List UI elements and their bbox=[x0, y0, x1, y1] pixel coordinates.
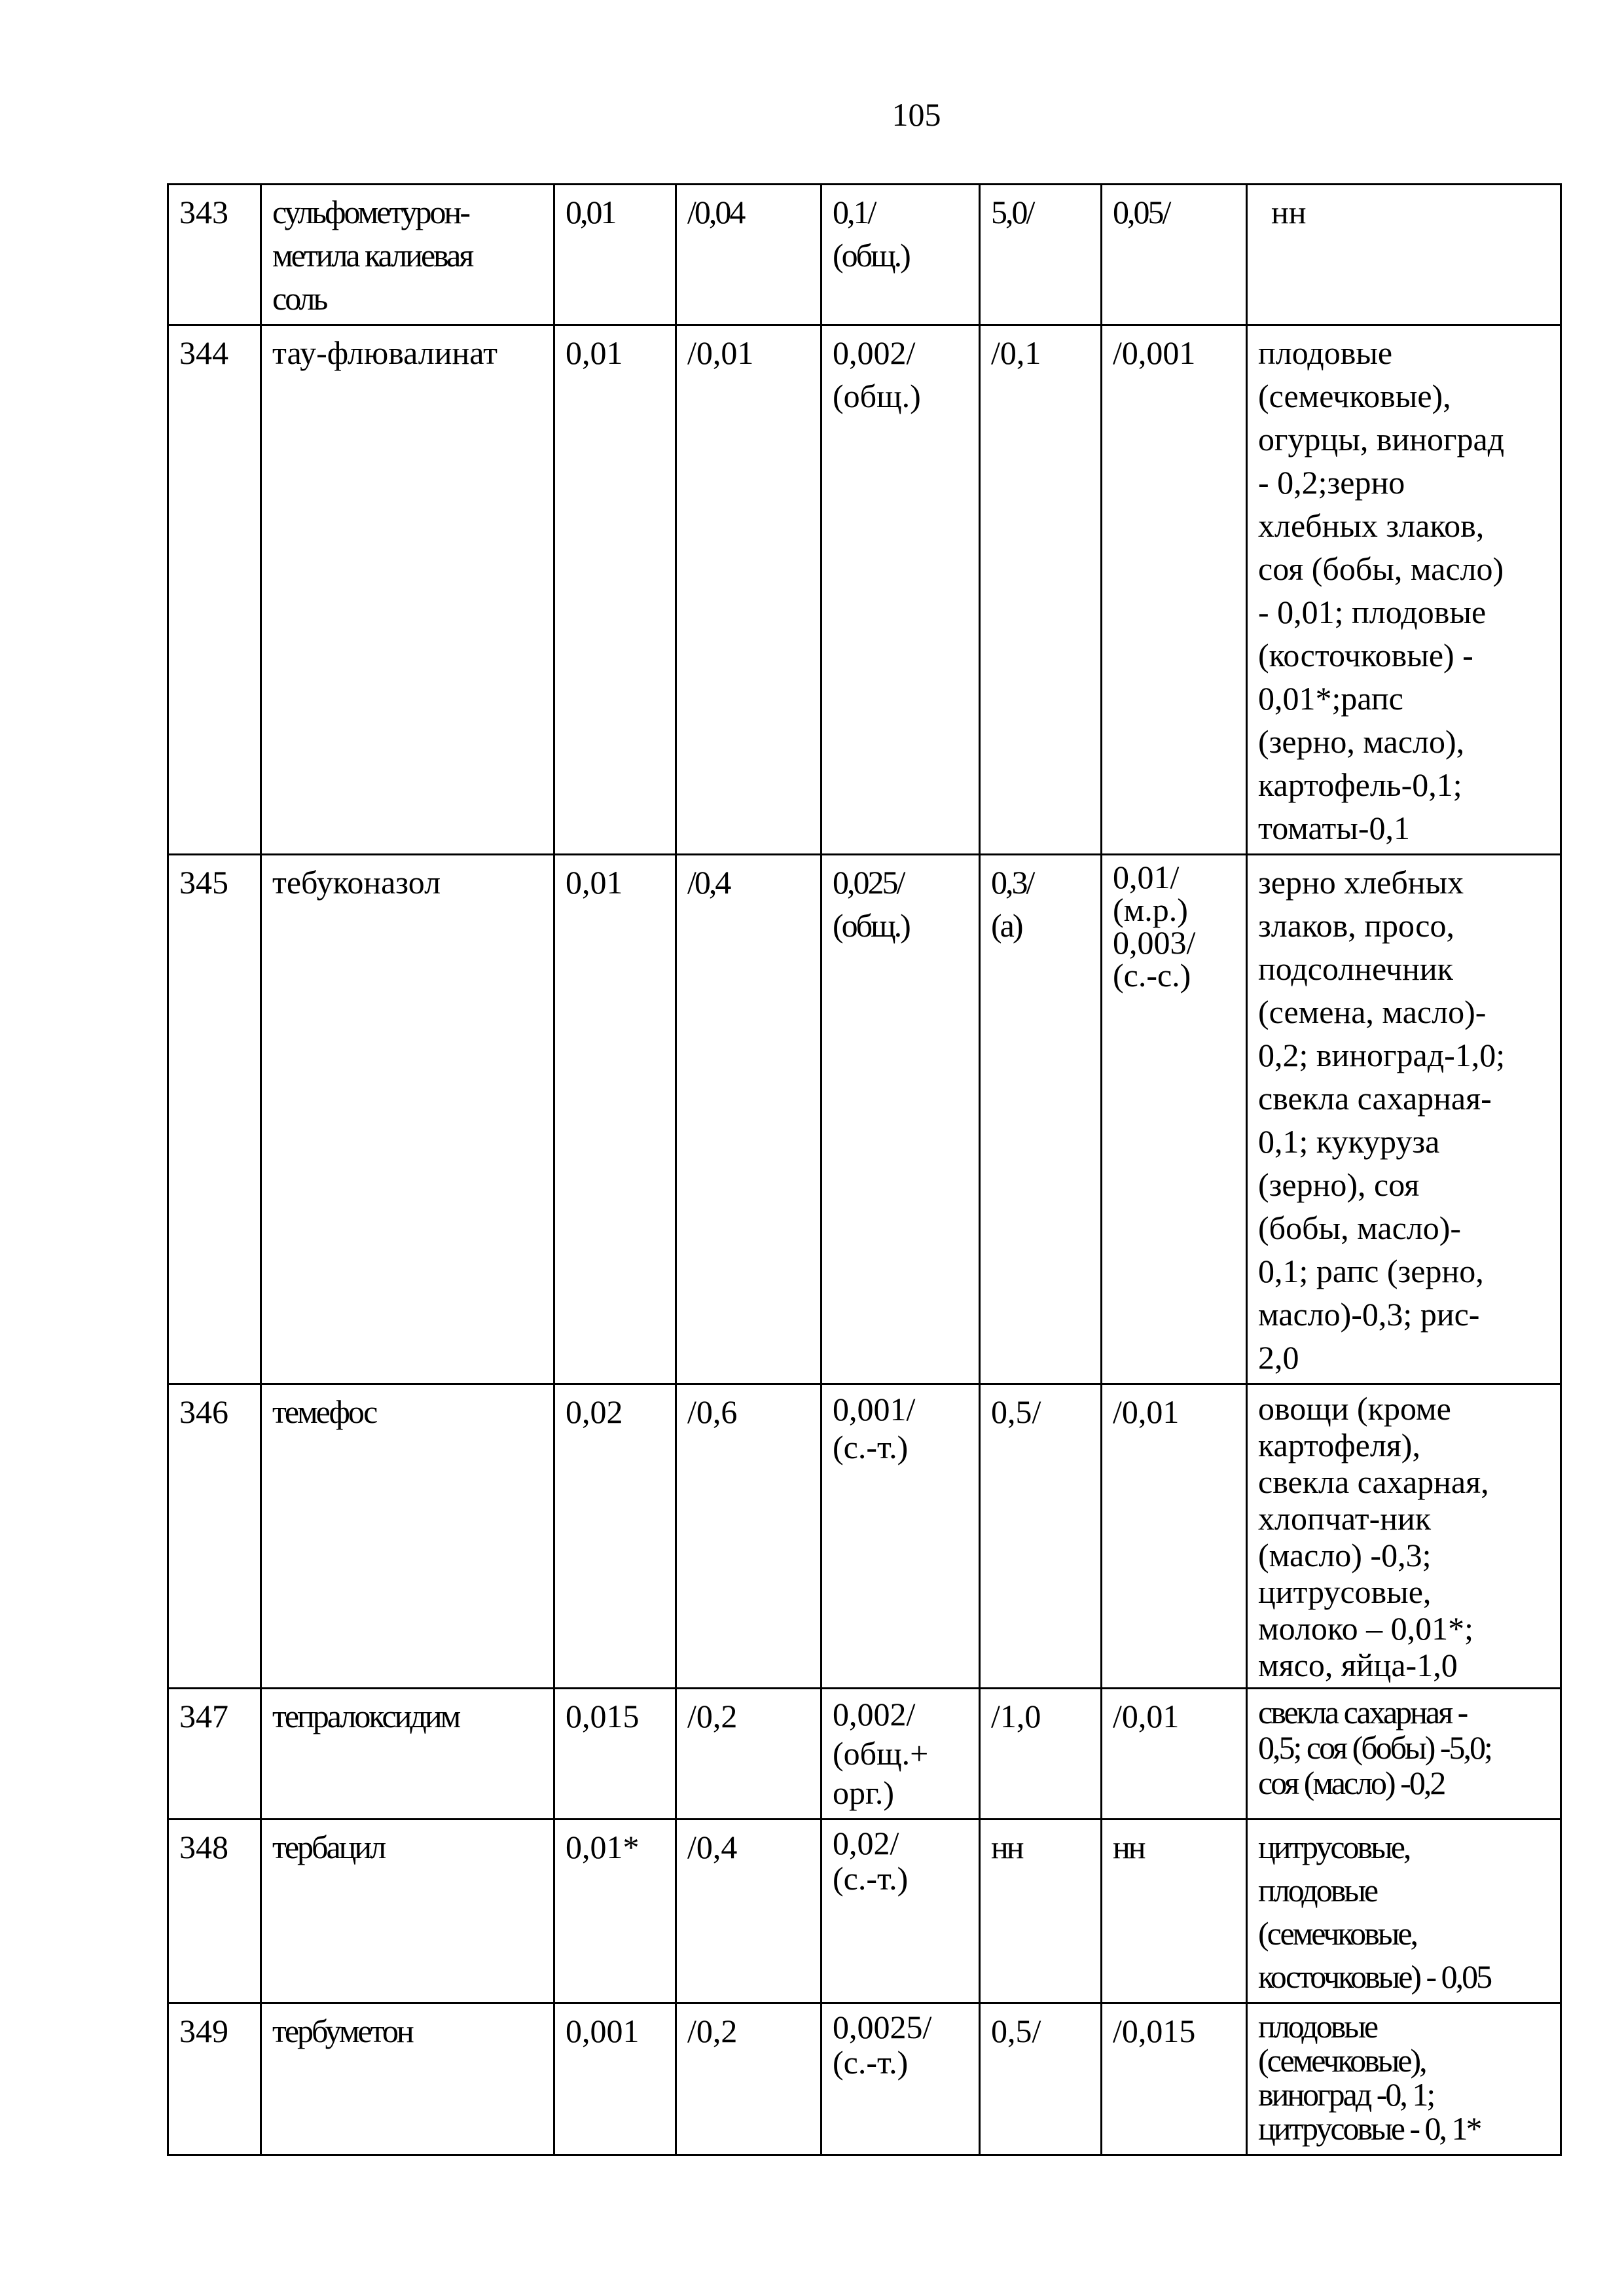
value-cell: /0,001 bbox=[1102, 325, 1247, 855]
substance-name-cell: темефос bbox=[261, 1384, 554, 1689]
value-cell: 0,002/ (общ.) bbox=[821, 325, 980, 855]
substance-name-cell: тау-флювалинат bbox=[261, 325, 554, 855]
notes-cell: нн bbox=[1247, 185, 1561, 325]
value-cell: /0,1 bbox=[980, 325, 1102, 855]
value-cell: 0,5/ bbox=[980, 1384, 1102, 1689]
value-cell: 0,02 bbox=[554, 1384, 676, 1689]
notes-cell: плодовые (семечковые), виноград -0, 1; цитрусовые - 0, 1* bbox=[1247, 2003, 1561, 2155]
value-cell: /0,2 bbox=[676, 1689, 821, 1820]
pesticide-table bbox=[167, 183, 1562, 2156]
value-cell: /0,01 bbox=[1102, 1384, 1247, 1689]
value-cell: 0,025/ (общ.) bbox=[821, 855, 980, 1384]
value-cell: 0,01/ (м.р.) 0,003/ (с.-с.) bbox=[1102, 855, 1247, 1384]
value-cell: /0,4 bbox=[676, 855, 821, 1384]
row-number-cell: 346 bbox=[168, 1384, 261, 1689]
notes-cell: свекла сахарная - 0,5; соя (бобы) -5,0; соя (масло) -0,2 bbox=[1247, 1689, 1561, 1820]
table-row bbox=[168, 325, 1561, 855]
substance-name-cell: тебуконазол bbox=[261, 855, 554, 1384]
substance-name-cell: тербуметон bbox=[261, 2003, 554, 2155]
value-cell: 0,01 bbox=[554, 855, 676, 1384]
value-cell: /0,01 bbox=[676, 325, 821, 855]
substance-name-cell: тербацил bbox=[261, 1820, 554, 2003]
page-number: 105 bbox=[892, 96, 941, 133]
table-row bbox=[168, 185, 1561, 325]
notes-cell: плодовые (семечковые), огурцы, виноград - 0,2;зерно хлебных злаков, соя (бобы, масло) - 0,01; плодовые (косточковые) - 0,01*;рапс (зерно, масло), картофель-0,1; томаты-0,1 bbox=[1247, 325, 1561, 855]
value-cell: 0,5/ bbox=[980, 2003, 1102, 2155]
notes-cell: зерно хлебных злаков, просо, подсолнечник (семена, масло)- 0,2; виноград-1,0; свекла сахарная- 0,1; кукуруза (зерно), соя (бобы, масло)- 0,1; рапс (зерно, масло)-0,3; рис- 2,0 bbox=[1247, 855, 1561, 1384]
substance-name-cell: сульфометурон- метила калиевая соль bbox=[261, 185, 554, 325]
value-cell: 0,01* bbox=[554, 1820, 676, 2003]
value-cell: /0,04 bbox=[676, 185, 821, 325]
notes-cell: овощи (кроме картофеля), свекла сахарная, хлопчат-ник (масло) -0,3; цитрусовые, молоко – 0,01*; мясо, яйца-1,0 bbox=[1247, 1384, 1561, 1689]
notes-cell: цитрусовые, плодовые (семечковые, косточковые) - 0,05 bbox=[1247, 1820, 1561, 2003]
value-cell: /0,6 bbox=[676, 1384, 821, 1689]
value-cell: 0,015 bbox=[554, 1689, 676, 1820]
value-cell: 0,001/ (с.-т.) bbox=[821, 1384, 980, 1689]
row-number-cell: 349 bbox=[168, 2003, 261, 2155]
value-cell: 0,1/ (общ.) bbox=[821, 185, 980, 325]
value-cell: 0,01 bbox=[554, 185, 676, 325]
value-cell: /0,4 bbox=[676, 1820, 821, 2003]
value-cell: /0,2 bbox=[676, 2003, 821, 2155]
value-cell: нн bbox=[1102, 1820, 1247, 2003]
row-number-cell: 343 bbox=[168, 185, 261, 325]
row-number-cell: 344 bbox=[168, 325, 261, 855]
substance-name-cell: тепралоксидим bbox=[261, 1689, 554, 1820]
row-number-cell: 345 bbox=[168, 855, 261, 1384]
value-cell: 0,002/ (общ.+ орг.) bbox=[821, 1689, 980, 1820]
value-cell: нн bbox=[980, 1820, 1102, 2003]
value-cell: /0,01 bbox=[1102, 1689, 1247, 1820]
value-cell: 0,01 bbox=[554, 325, 676, 855]
value-cell: 0,05/ bbox=[1102, 185, 1247, 325]
value-cell: /1,0 bbox=[980, 1689, 1102, 1820]
row-number-cell: 347 bbox=[168, 1689, 261, 1820]
value-cell: 0,001 bbox=[554, 2003, 676, 2155]
value-cell: /0,015 bbox=[1102, 2003, 1247, 2155]
table-row bbox=[168, 2003, 1561, 2155]
row-number-cell: 348 bbox=[168, 1820, 261, 2003]
value-cell: 0,02/ (с.-т.) bbox=[821, 1820, 980, 2003]
table-row bbox=[168, 1820, 1561, 2003]
value-cell: 0,3/ (а) bbox=[980, 855, 1102, 1384]
table-row bbox=[168, 1384, 1561, 1689]
value-cell: 5,0/ bbox=[980, 185, 1102, 325]
table-row bbox=[168, 1689, 1561, 1820]
value-cell: 0,0025/ (с.-т.) bbox=[821, 2003, 980, 2155]
table-row bbox=[168, 855, 1561, 1384]
